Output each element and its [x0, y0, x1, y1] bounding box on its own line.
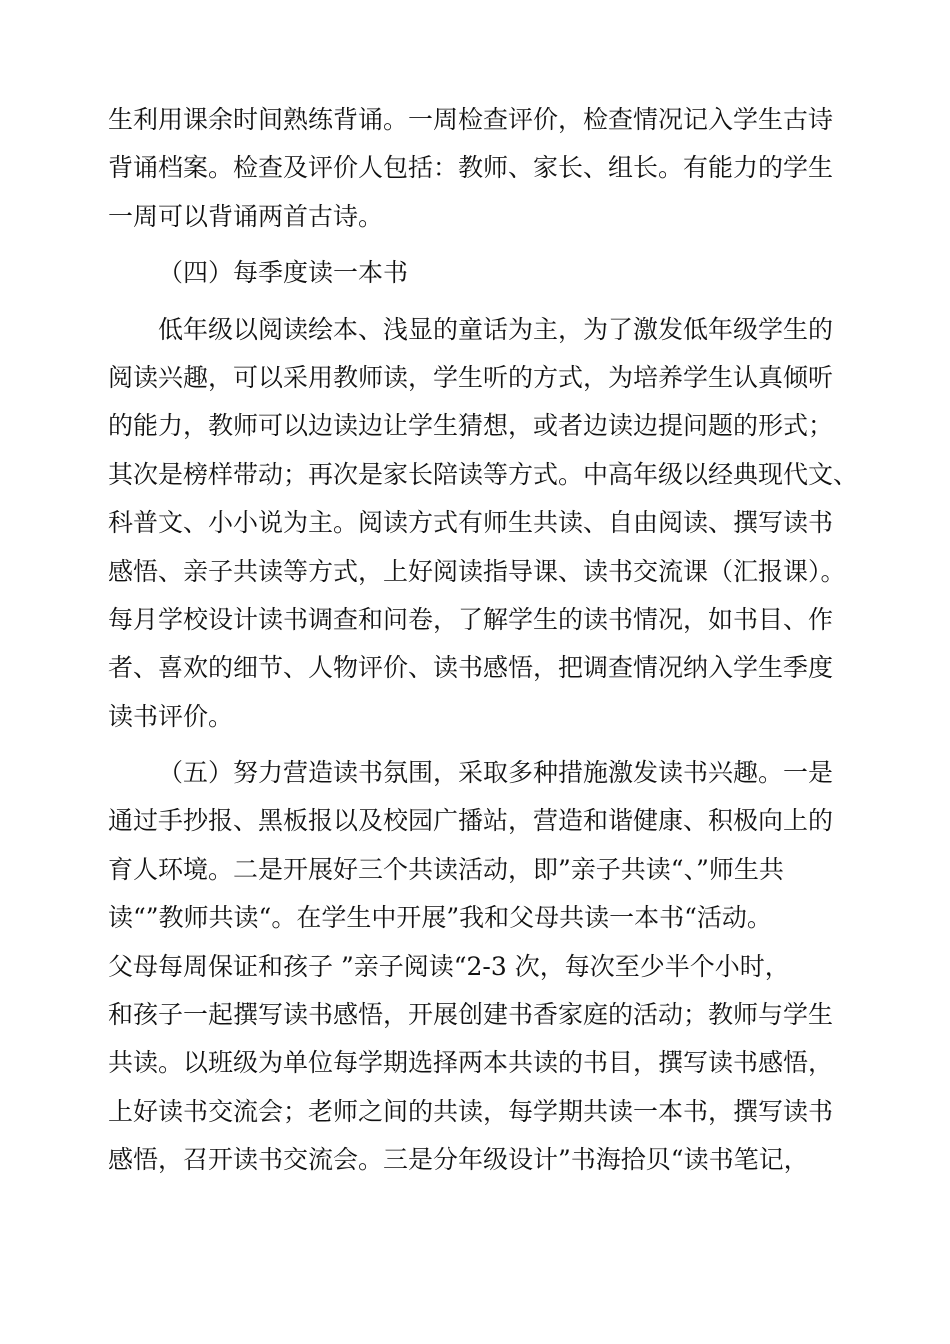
text-line: 每月学校设计读书调查和问卷，了解学生的读书情况，如书目、作 — [108, 604, 834, 634]
text-line: 感悟，召开读书交流会。三是分年级设计”书海拾贝“读书笔记， — [108, 1145, 809, 1175]
text-line: 通过手抄报、黑板报以及校园广播站，营造和谐健康、积极向上的 — [108, 806, 834, 836]
text-line: 和孩子一起撰写读书感悟，开展创建书香家庭的活动；教师与学生 — [108, 1000, 834, 1030]
text-line: 育人环境。二是开展好三个共读活动，即”亲子共读“、”师生共 — [108, 854, 784, 884]
text-line: 科普文、小小说为主。阅读方式有师生共读、自由阅读、撰写读书 — [108, 508, 834, 538]
text-line: 生利用课余时间熟练背诵。一周检查评价，检查情况记入学生古诗 — [108, 105, 834, 134]
text-line: 其次是榜样带动；再次是家长陪读等方式。中高年级以经典现代文、 — [108, 459, 859, 489]
text-line: 的能力，教师可以边读边让学生猜想，或者边读边提问题的形式； — [108, 411, 834, 441]
text-line: 阅读兴趣，可以采用教师读，学生听的方式，为培养学生认真倾听 — [108, 362, 834, 392]
paragraph-gap — [108, 241, 858, 249]
paragraph-gap — [108, 298, 858, 306]
text-line: 者、喜欢的细节、人物评价、读书感悟，把调查情况纳入学生季度 — [108, 653, 834, 683]
section-heading: （四）每季度读一本书 — [158, 258, 409, 288]
text-line: 读书评价。 — [108, 701, 234, 731]
document-body — [108, 96, 858, 1185]
text-line: 低年级以阅读绘本、浅显的童话为主，为了激发低年级学生的 — [158, 314, 834, 344]
text-line: 读“”教师共读“。在学生中开展”我和父母共读一本书“活动。 — [108, 903, 772, 933]
text-line: 背诵档案。检查及评价人包括：教师、家长、组长。有能力的学生 — [108, 153, 834, 183]
text-line: 上好读书交流会；老师之间的共读，每学期共读一本书，撰写读书 — [108, 1096, 834, 1126]
paragraph-gap — [108, 741, 858, 749]
text-line: 一周可以背诵两首古诗。 — [108, 201, 384, 231]
text-line: 父母每周保证和孩子 ”亲子阅读“2-3 次，每次至少半个小时， — [108, 951, 790, 981]
text-line: 共读。以班级为单位每学期选择两本共读的书目，撰写读书感悟， — [108, 1048, 834, 1078]
section-heading: （五）努力营造读书氛围，采取多种措施激发读书兴趣。一是 — [158, 758, 834, 788]
text-line: 感悟、亲子共读等方式，上好阅读指导课、读书交流课（汇报课）。 — [108, 556, 846, 586]
